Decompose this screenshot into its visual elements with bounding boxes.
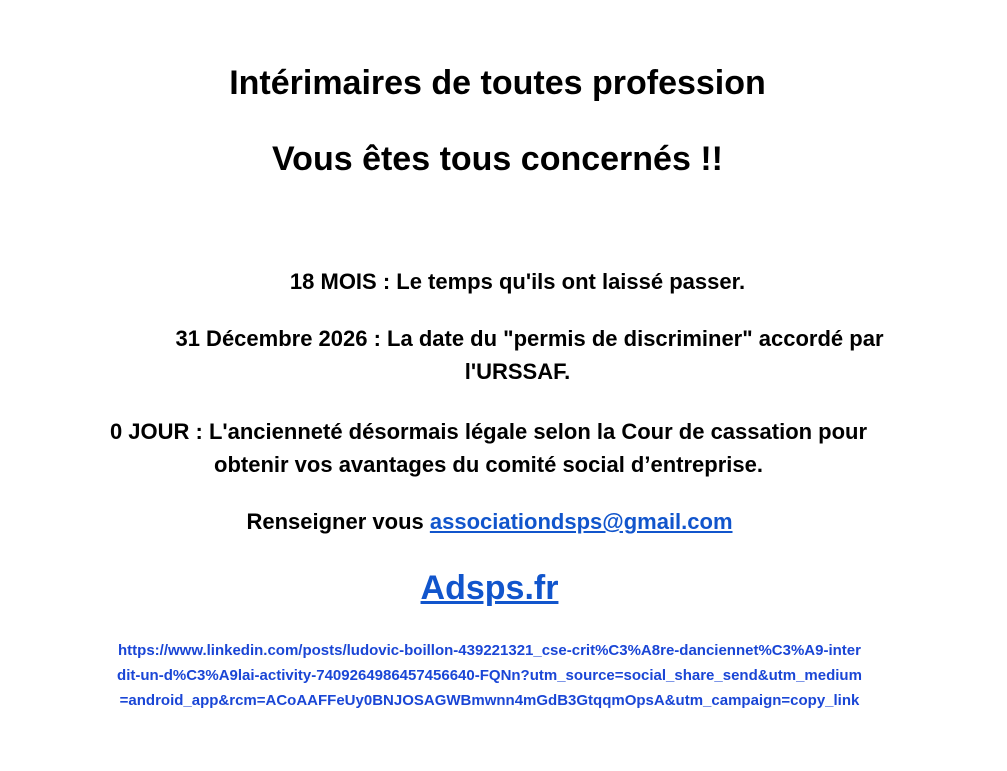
- months-statement: 18 MOIS : Le temps qu'ils ont laissé passer.: [289, 269, 746, 294]
- date-statement-line-1: 31 Décembre 2026 : La date du "permis de discriminer" accordé par: [175, 326, 884, 351]
- email-link[interactable]: associationdsps@gmail.com: [429, 509, 733, 534]
- source-url-line-3[interactable]: =android_app&rcm=ACoAAFFeUy0BNJOSAGWBmwnn4mGdB3GtqqmOpsA&utm_campaign=copy_link: [119, 692, 860, 709]
- source-url-line-1[interactable]: https://www.linkedin.com/posts/ludovic-boillon-439221321_cse-crit%C3%A8re-danciennet%C3%A9-inter: [118, 642, 861, 659]
- title-line-2: Vous êtes tous concernés !!: [272, 140, 723, 178]
- date-statement-line-2: l'URSSAF.: [464, 359, 571, 384]
- day-statement-line-2: obtenir vos avantages du comité social d’entreprise.: [214, 452, 763, 477]
- day-statement-line-1: 0 JOUR : L'ancienneté désormais légale selon la Cour de cassation pour: [109, 419, 868, 444]
- contact-line: [0, 506, 993, 538]
- title-line-1: Intérimaires de toutes profession: [229, 64, 766, 102]
- site-line: [0, 566, 993, 610]
- website-link[interactable]: Adsps.fr: [420, 569, 559, 607]
- contact-prefix: Renseigner vous: [246, 509, 430, 534]
- source-url-line-2[interactable]: dit-un-d%C3%A9lai-activity-7409264986457456640-FQNn?utm_source=social_share_send&utm_medium: [117, 667, 862, 684]
